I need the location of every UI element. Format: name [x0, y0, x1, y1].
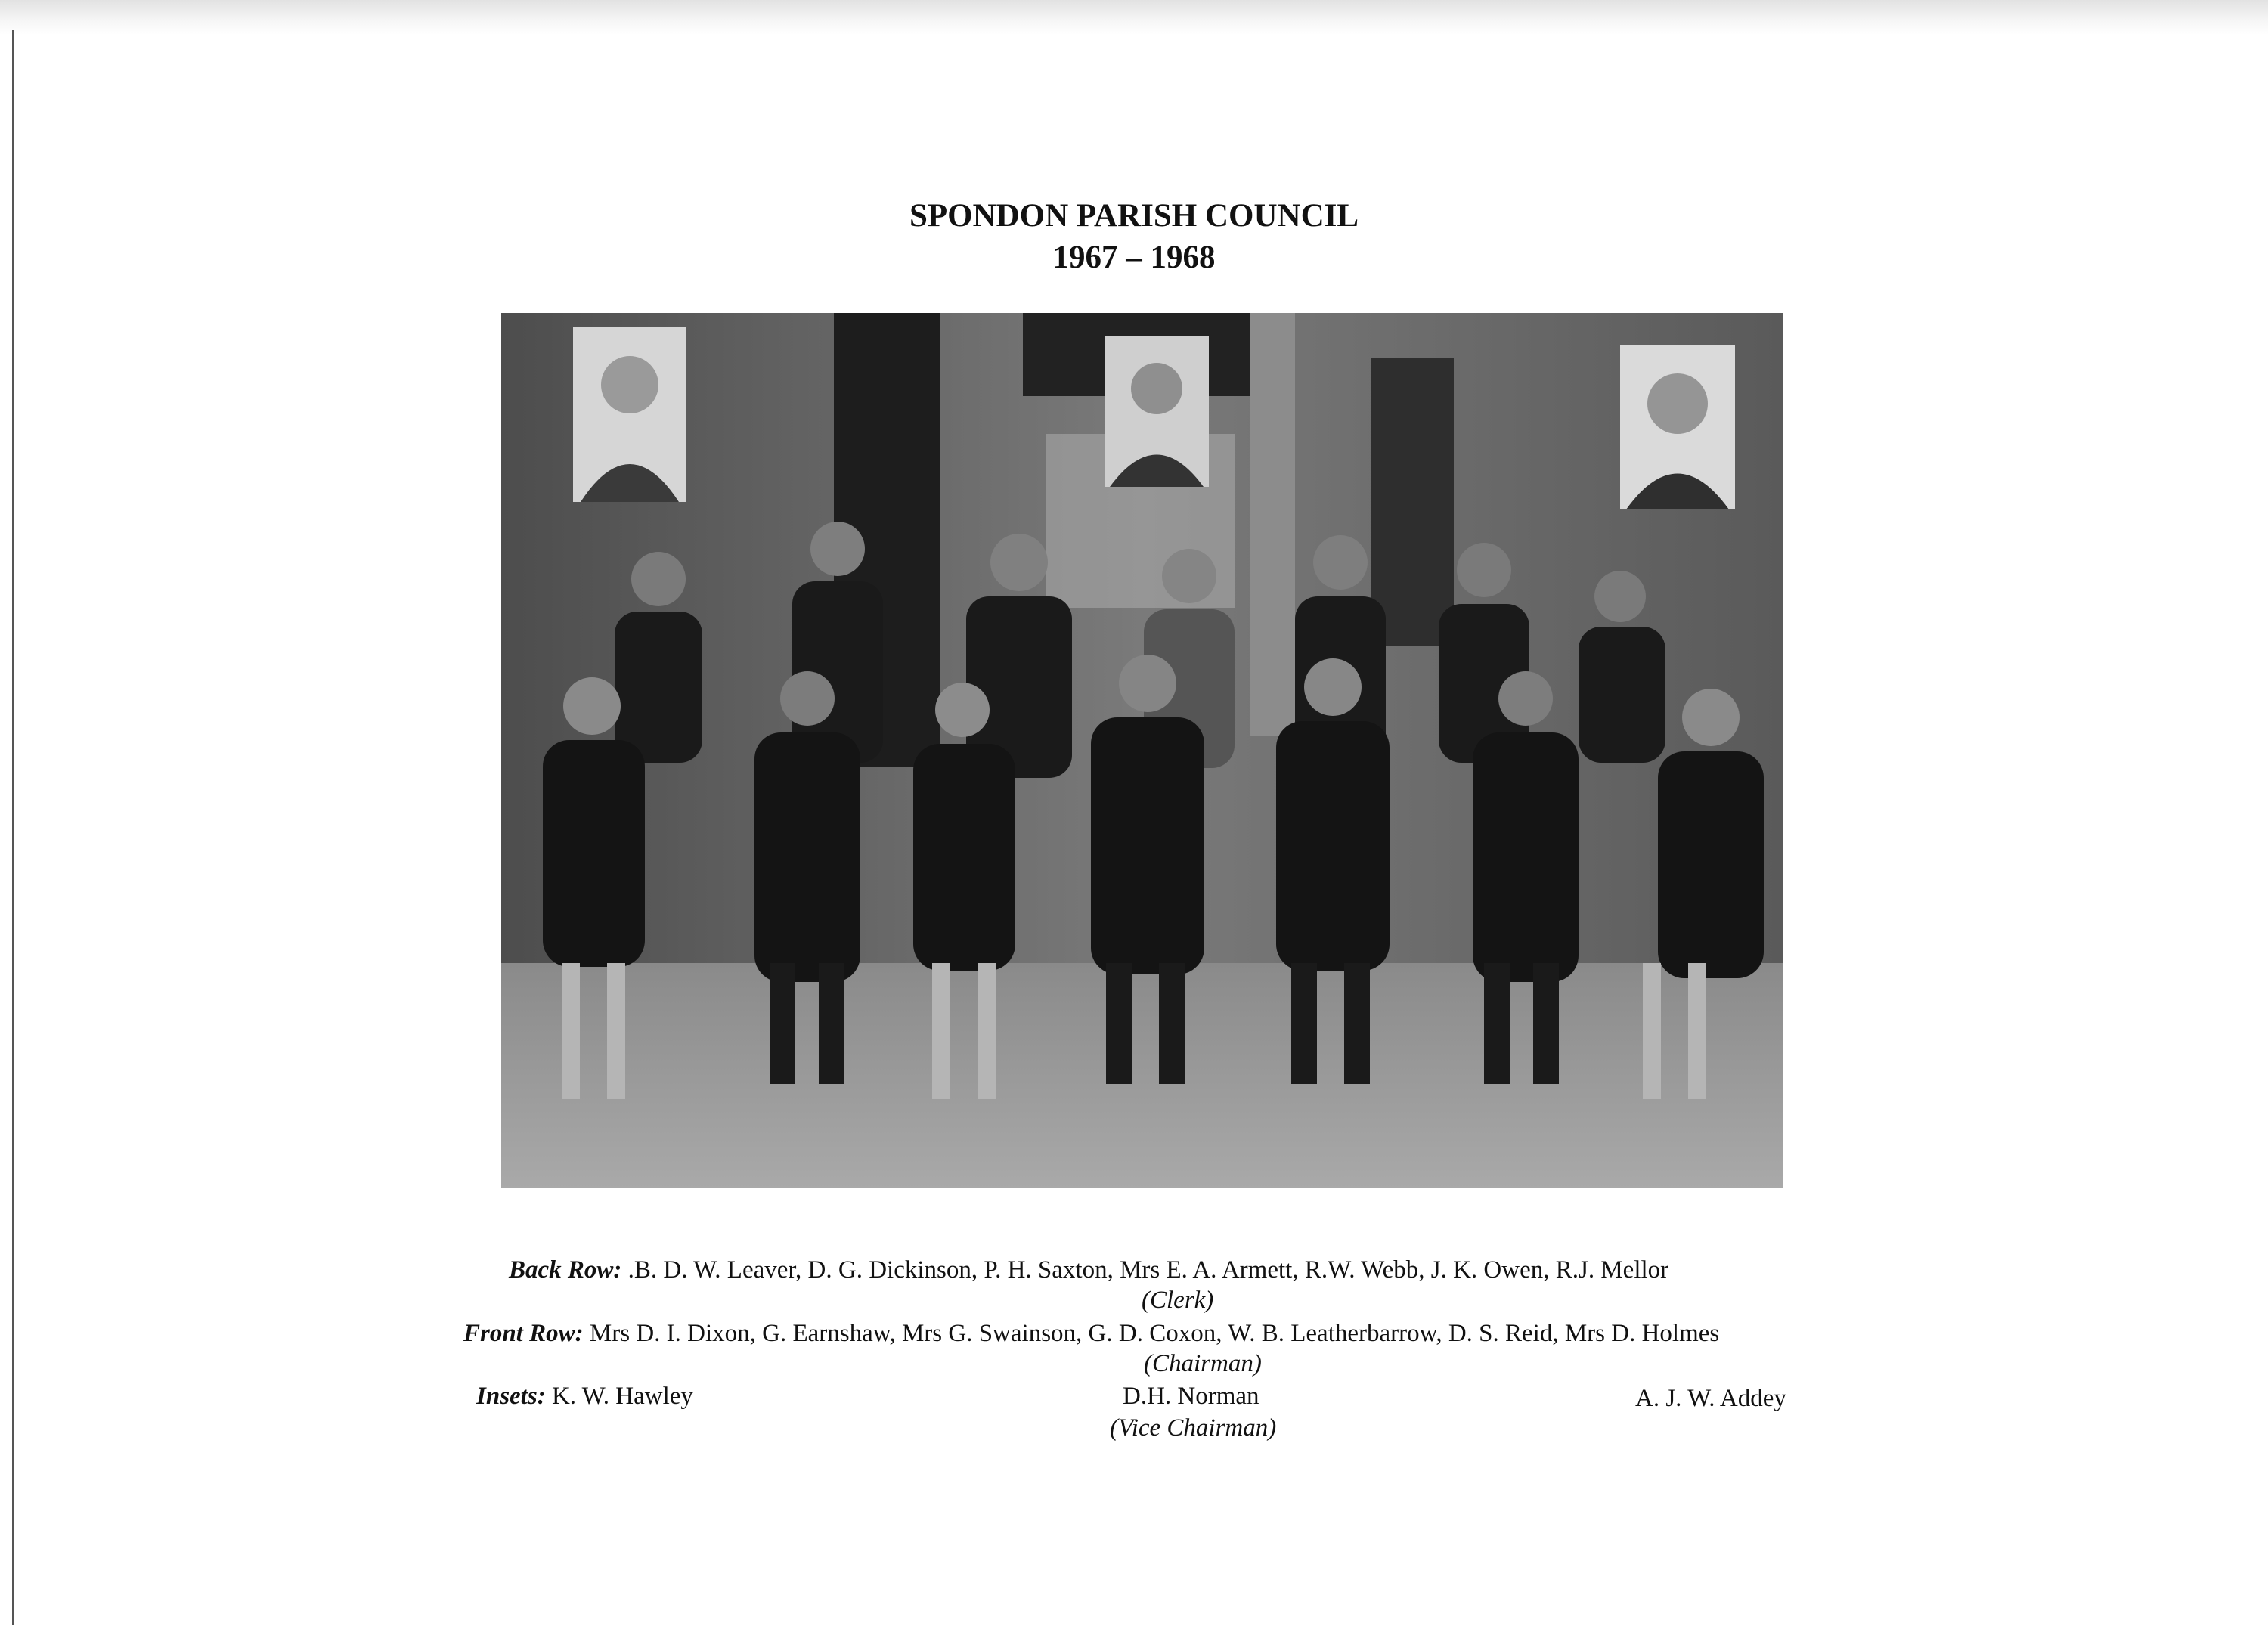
insets-caption — [476, 1381, 693, 1411]
insets-label: Insets: — [476, 1383, 546, 1410]
front-row-caption — [463, 1318, 1719, 1349]
title-line-2: 1967 – 1968 — [1052, 240, 1216, 275]
group-photo — [501, 313, 1783, 1188]
front-row-names: Mrs D. I. Dixon, G. Earnshaw, Mrs G. Swainson, G. D. Coxon, W. B. Leatherbarrow, D. S. Reid, Mrs D. Holmes — [589, 1320, 1720, 1347]
back-row-label: Back Row: — [509, 1256, 622, 1284]
inset-portrait-center — [1105, 336, 1209, 487]
chairman-note: (Chairman) — [1144, 1350, 1262, 1377]
inset-left-name: K. W. Hawley — [551, 1383, 693, 1410]
vice-chairman-note: (Vice Chairman) — [1110, 1414, 1277, 1442]
back-row-names: .B. D. W. Leaver, D. G. Dickinson, P. H. Saxton, Mrs E. A. Armett, R.W. Webb, J. K. Owen, R.J. Mellor — [627, 1256, 1669, 1284]
inset-center-name: D.H. Norman — [1123, 1383, 1259, 1410]
clerk-note: (Clerk) — [1142, 1287, 1214, 1314]
inset-right-name: A. J. W. Addey — [1635, 1385, 1786, 1412]
scan-top-shadow — [0, 0, 2268, 35]
inset-portrait-left — [573, 327, 686, 502]
group-photo-drawing — [501, 313, 1783, 1188]
inset-portrait-right — [1620, 345, 1735, 509]
title-line-1: SPONDON PARISH COUNCIL — [909, 198, 1359, 234]
page-title — [0, 195, 2268, 278]
front-row-label: Front Row: — [463, 1320, 584, 1347]
back-row-caption — [509, 1255, 1668, 1285]
